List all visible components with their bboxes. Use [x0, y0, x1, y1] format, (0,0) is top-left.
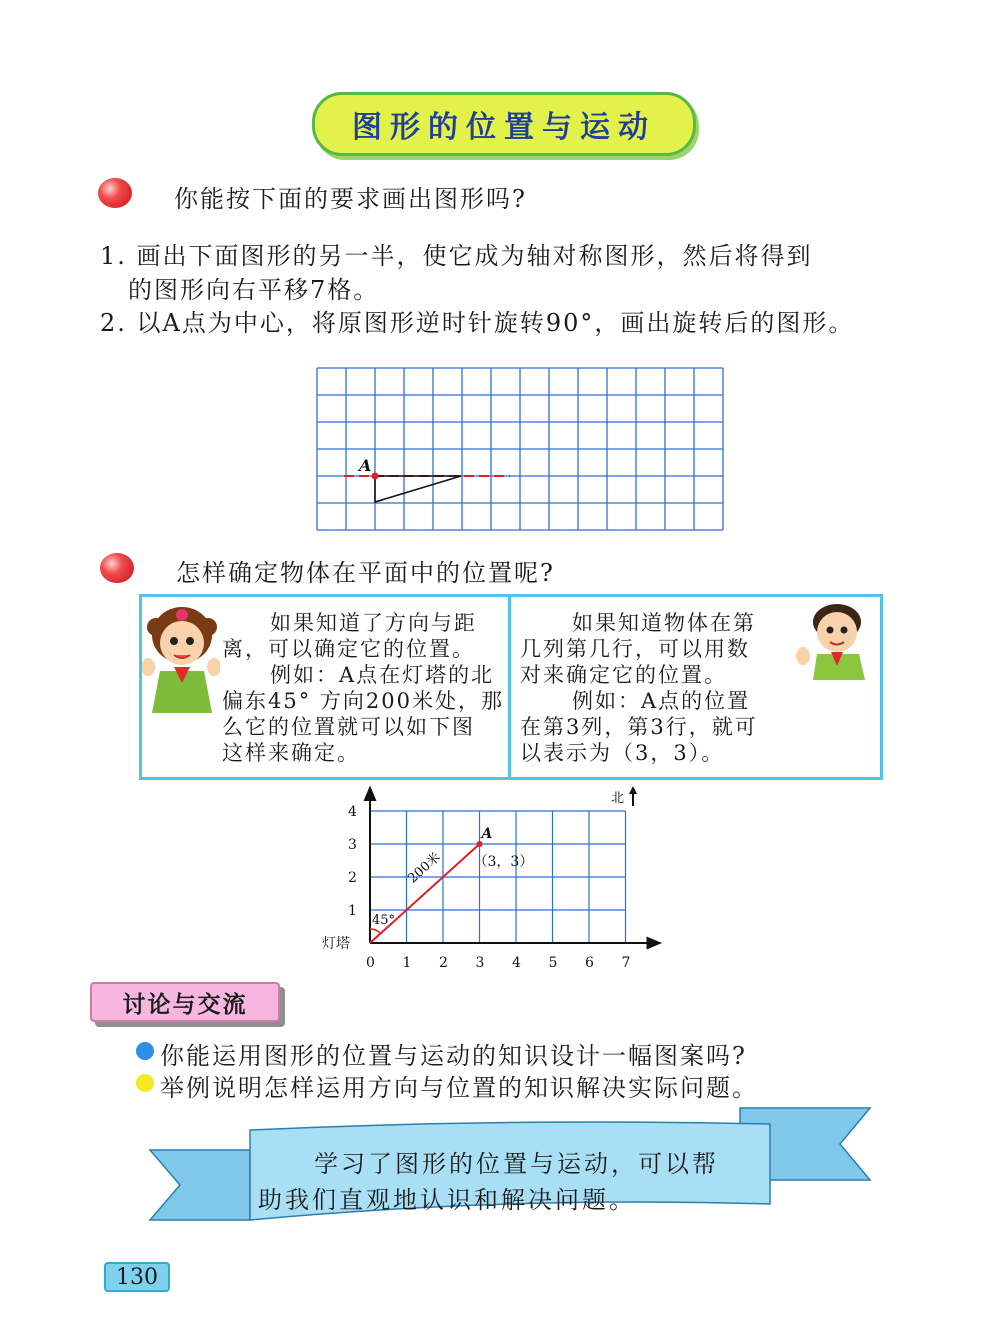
discussion-item: 你能运用图形的位置与运动的知识设计一幅图案吗? [160, 1042, 747, 1070]
distance-label: 200米 [405, 850, 444, 887]
x-tick-label: 3 [475, 955, 485, 971]
angle-label: 45° [372, 913, 396, 928]
item1-line2: 的图形向右平移7格。 [128, 276, 380, 304]
left-box-line: 这样来确定。 [222, 741, 360, 765]
x-tick-label: 6 [585, 955, 594, 971]
right-box-line: 对来确定它的位置。 [520, 663, 727, 687]
left-box-line: 偏东45° 方向200米处，那 [222, 689, 504, 713]
right-box-line: 如果知道物体在第 [572, 611, 756, 635]
right-box-line: 例如：A点的位置 [572, 689, 751, 713]
x-tick-label: 0 [366, 955, 375, 971]
x-tick-label: 5 [548, 955, 558, 971]
right-box-line: 在第3列，第3行，就可 [520, 715, 758, 739]
point-a-coordinates: （3，3） [473, 854, 534, 870]
point-a-name: A [481, 826, 493, 842]
left-box-line: 例如：A点在灯塔的北 [270, 663, 495, 687]
left-box-line: 离，可以确定它的位置。 [222, 637, 475, 661]
x-tick-label: 1 [402, 955, 412, 971]
page-title: 图形的位置与运动 [312, 92, 696, 156]
coordinate-chart [310, 780, 670, 975]
point-a-label: A [359, 456, 372, 475]
red-ball-bullet-icon [100, 553, 134, 583]
y-axis-arrow [365, 788, 375, 800]
boy-avatar [793, 600, 873, 680]
discussion-tag: 讨论与交流 [90, 982, 280, 1022]
y-tick-label: 4 [348, 804, 357, 820]
section1-question: 你能按下面的要求画出图形吗? [174, 185, 527, 213]
origin-label: 灯塔 [322, 936, 350, 952]
right-box-line: 几列第几行，可以用数 [520, 637, 750, 661]
summary-line2: 助我们直观地认识和解决问题。 [258, 1186, 636, 1214]
left-box-line: 如果知道了方向与距 [270, 611, 477, 635]
section2-question: 怎样确定物体在平面中的位置呢? [176, 559, 555, 587]
x-tick-label: 4 [512, 955, 521, 971]
north-label: 北 [611, 791, 625, 806]
page-number: 130 [104, 1262, 170, 1292]
north-arrow-head [629, 786, 637, 794]
right-box-line: 以表示为（3，3）。 [520, 741, 725, 765]
yellow-dot-bullet-icon [136, 1074, 154, 1092]
y-tick-label: 3 [348, 837, 357, 853]
summary-line1: 学习了图形的位置与运动，可以帮 [314, 1150, 719, 1178]
half-triangle-shape [375, 476, 461, 502]
info-box-divider [508, 597, 511, 777]
y-tick-label: 2 [348, 870, 357, 886]
point-a-marker [372, 473, 379, 480]
item2: 2. 以A点为中心，将原图形逆时针旋转90°，画出旋转后的图形。 [100, 309, 855, 337]
left-box-line: 么它的位置就可以如下图 [222, 715, 475, 739]
blue-dot-bullet-icon [136, 1042, 154, 1060]
red-ball-bullet-icon [98, 178, 132, 208]
angle-arc [370, 929, 380, 933]
y-tick-label: 1 [348, 903, 357, 919]
x-tick-label: 2 [439, 955, 448, 971]
x-tick-label: 7 [621, 955, 631, 971]
discussion-item: 举例说明怎样运用方向与位置的知识解决实际问题。 [160, 1074, 758, 1102]
drawing-grid [316, 367, 726, 533]
item1-line1: 1. 画出下面图形的另一半，使它成为轴对称图形，然后将得到 [100, 242, 813, 270]
girl-avatar [142, 605, 220, 715]
x-axis-arrow [648, 938, 660, 948]
